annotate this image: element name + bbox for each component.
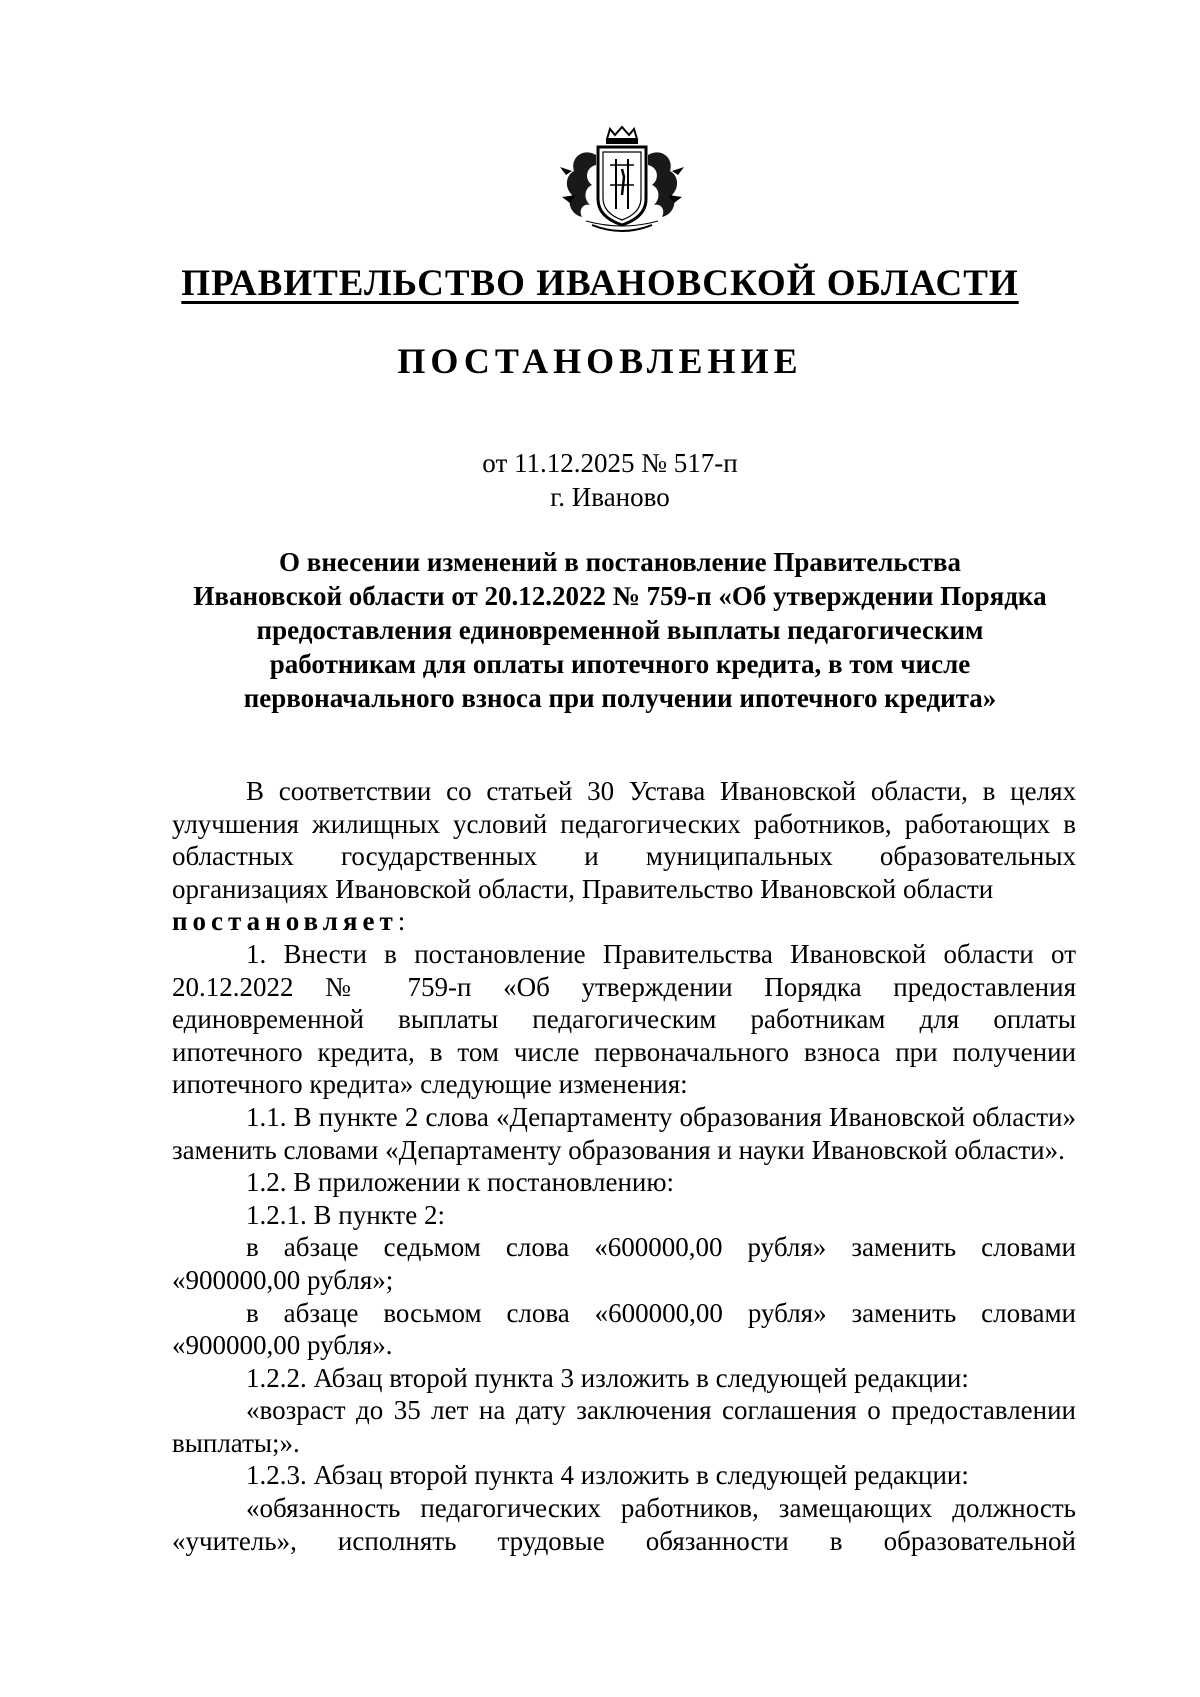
clause-1-1: 1.1. В пункте 2 слова «Департаменту образования Ивановской области» заменить словами «Департаменту образования и науки Ивановской области». bbox=[172, 1101, 1076, 1165]
ivanovo-coat-of-arms-icon bbox=[552, 125, 692, 237]
resolution-body bbox=[172, 775, 1076, 1557]
title-line: работникам для оплаты ипотечного кредита, в том числе bbox=[269, 649, 971, 679]
resolves-word: постановляет bbox=[172, 906, 398, 937]
document-meta bbox=[0, 446, 1200, 514]
clause-1-2-1: 1.2.1. В пункте 2: bbox=[246, 1199, 445, 1230]
clause-1-2-2-quote: «возраст до 35 лет на дату заключения соглашения о предоставлении выплаты;». bbox=[172, 1395, 1076, 1458]
date-number: от 11.12.2025 № 517-п bbox=[482, 448, 738, 478]
clause-1-2-3-quote: «обязанность педагогических работников, замещающих должность «учитель», исполнять трудовые обязанности в образовательной bbox=[172, 1493, 1076, 1556]
title-line: предоставления единовременной выплаты педагогическим bbox=[256, 615, 984, 645]
title-line: первоначального взноса при получении ипотечного кредита» bbox=[243, 683, 997, 713]
clause-1-2-1-a: в абзаце седьмом слова «600000,00 рубля» заменить словами «900000,00 рубля»; bbox=[172, 1232, 1076, 1295]
clause-1-2-2: 1.2.2. Абзац второй пункта 3 изложить в следующей редакции: bbox=[246, 1362, 969, 1393]
resolves-colon: : bbox=[397, 906, 406, 937]
government-title bbox=[0, 262, 1200, 306]
preamble-paragraph: В соответствии со статьей 30 Устава Ивановской области, в целях улучшения жилищных условий педагогических работников, работающих в областных государственных и муниципальных образовательных организациях Ивановской области, Правительство Ивановской области bbox=[172, 776, 1076, 904]
government-title-text: ПРАВИТЕЛЬСТВО ИВАНОВСКОЙ ОБЛАСТИ bbox=[181, 263, 1019, 304]
clause-1-2-1-b: в абзаце восьмом слова «600000,00 рубля» заменить словами «900000,00 рубля». bbox=[172, 1297, 1076, 1361]
resolution-title bbox=[160, 545, 1080, 715]
clause-1: 1. Внести в постановление Правительства Ивановской области от 20.12.2022 № 759-п «Об утверждении Порядка предоставления единовременной выплаты педагогическим работникам для оплаты ипотечного кредита, в том числе первоначального взноса при получении ипотечного кредита» следующие изменения: bbox=[172, 938, 1076, 1100]
title-line: О внесении изменений в постановление Правительства bbox=[279, 547, 961, 577]
clause-1-2: 1.2. В приложении к постановлению: bbox=[246, 1167, 675, 1198]
title-line: Ивановской области от 20.12.2022 № 759-п «Об утверждении Порядка bbox=[193, 581, 1047, 611]
clause-1-2-3: 1.2.3. Абзац второй пункта 4 изложить в следующей редакции: bbox=[246, 1460, 969, 1491]
resolves-line bbox=[172, 905, 1076, 938]
city: г. Иваново bbox=[550, 482, 670, 512]
document-type: ПОСТАНОВЛЕНИЕ bbox=[397, 341, 803, 381]
